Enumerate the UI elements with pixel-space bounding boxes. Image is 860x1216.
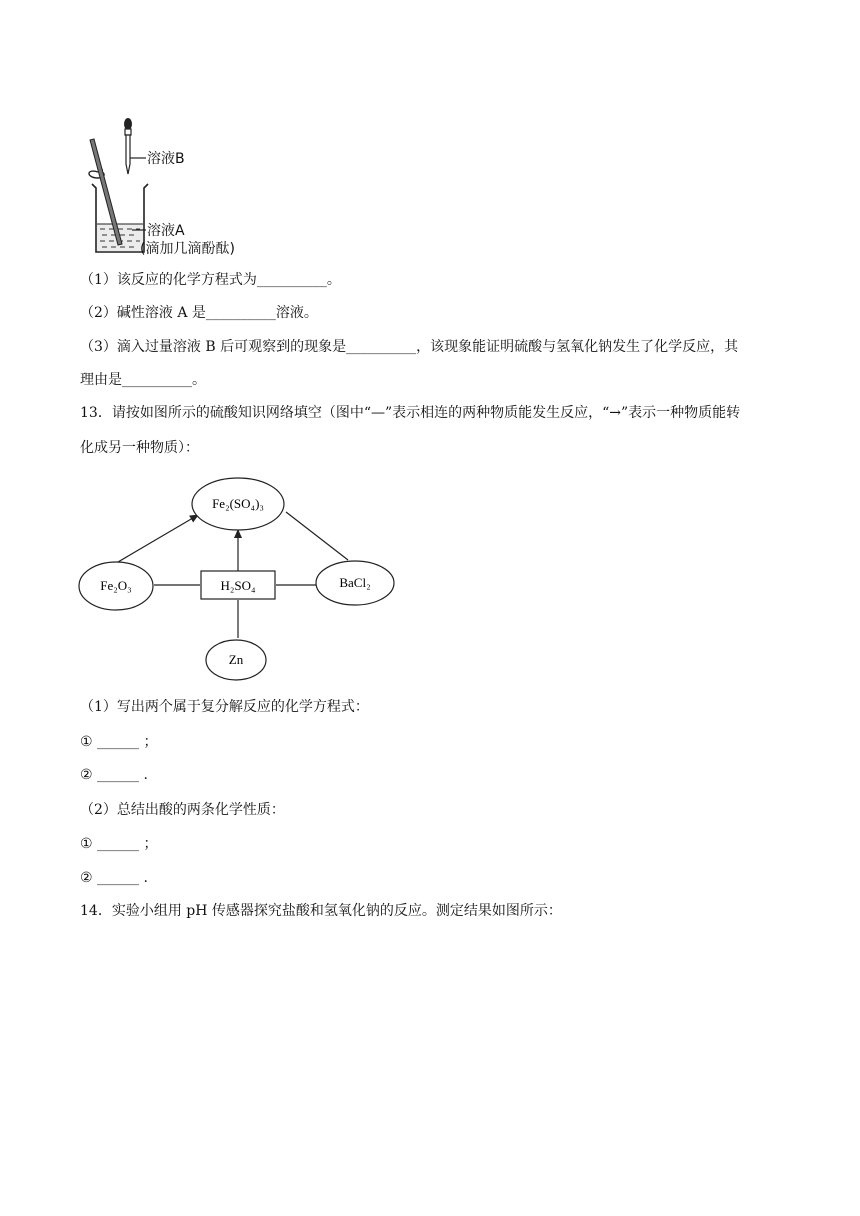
beaker-dropper-figure: [78, 112, 298, 260]
node-fe2so43-label: Fe₂(SO₄)₃: [212, 496, 264, 511]
solution-b-label: 溶液B: [147, 151, 185, 167]
solution-a-label: 溶液A: [147, 223, 185, 239]
node-bacl2-label: BaCl₂: [339, 575, 371, 590]
q13-part2-blank-b: ② ______ .: [80, 870, 148, 886]
q13-part1-blank-b: ② ______ .: [80, 767, 148, 783]
q12-part2: （2）碱性溶液 A 是__________溶液。: [80, 305, 318, 321]
dropper-bulb-icon: [124, 118, 132, 130]
q13-stem-line1: 13．请按如图所示的硫酸知识网络填空（图中“—”表示相连的两种物质能发生反应，“→”表示一种物质能转: [80, 405, 741, 421]
q14-stem: 14．实验小组用 pH 传感器探究盐酸和氢氧化钠的反应。测定结果如图所示：: [80, 903, 562, 919]
q13-part2: （2）总结出酸的两条化学性质：: [80, 802, 285, 818]
q13-part2-blank-a: ① ______ ；: [80, 836, 158, 852]
q12-part3-line1: （3）滴入过量溶液 B 后可观察到的现象是__________，该现象能证明硫酸与氢氧化钠发生了化学反应，其: [80, 339, 739, 355]
dropper-tube-icon: [126, 135, 130, 174]
q12-part3-line2: 理由是__________。: [80, 372, 206, 388]
solution-a-note: (滴加几滴酚酞): [140, 241, 235, 257]
link-fe2so43-bacl2: [286, 512, 348, 560]
node-h2so4-label: H₂SO₄: [220, 578, 256, 593]
node-zn-label: Zn: [228, 652, 244, 667]
q13-stem-line2: 化成另一种物质）：: [80, 440, 199, 456]
node-fe2o3-label: Fe₂O₃: [100, 578, 132, 593]
q13-part1: （1）写出两个属于复分解反应的化学方程式：: [80, 699, 369, 715]
q13-part1-blank-a: ① ______ ；: [80, 734, 158, 750]
sulfuric-acid-network-diagram: [76, 474, 406, 684]
arrow-fe2o3-to-fe2so43: [118, 515, 198, 562]
q12-part1: （1）该反应的化学方程式为__________。: [80, 272, 341, 288]
